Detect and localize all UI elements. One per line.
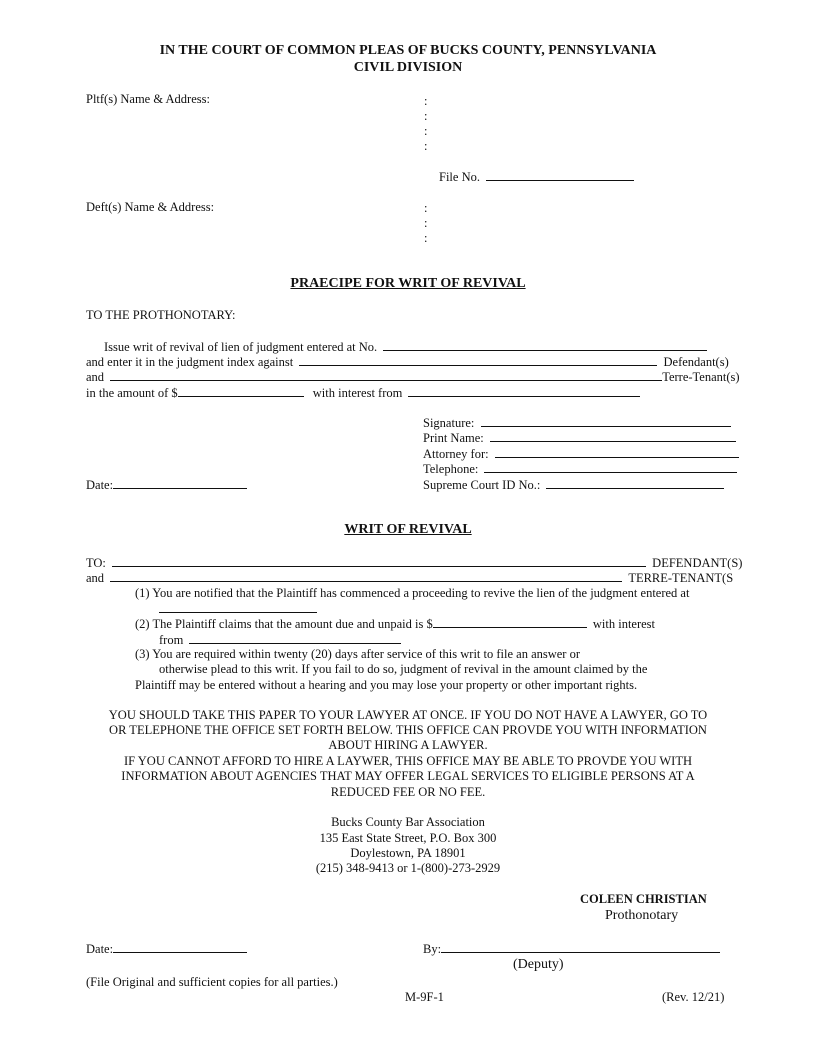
defendant-label: Deft(s) Name & Address: [86,200,215,214]
print-name-label: Print Name: [423,431,484,445]
plaintiff-label: Pltf(s) Name & Address: [86,92,210,106]
amount-field[interactable] [178,385,304,397]
and-label: and [86,571,105,585]
judgment-no-field[interactable] [383,339,707,351]
writ-item-1-line [159,601,317,617]
by-field[interactable] [441,941,720,953]
writ-to-row [86,555,742,571]
prothonotary-name: COLEEN CHRISTIAN [580,892,707,906]
attorney-field[interactable] [495,446,739,458]
notice-line: INFORMATION ABOUT AGENCIES THAT MAY OFFER LEGAL SERVICES TO ELIGIBLE PERSONS AT A [121,769,695,783]
interest-from-field[interactable] [408,385,640,397]
caption-colon: : [424,94,428,108]
terre-tenants-field[interactable] [110,369,662,381]
praecipe-line-4 [86,385,640,401]
revision: (Rev. 12/21) [662,990,725,1004]
prothonotary-title: Prothonotary [605,908,679,923]
terre-tenants-caption: TERRE-TENANT(S [628,571,734,585]
writ-and-row [86,570,733,586]
print-name-row [423,430,736,446]
signature-field[interactable] [481,415,731,427]
caption-colon: : [424,124,428,138]
telephone-label: Telephone: [423,462,479,476]
notice-line: OR TELEPHONE THE OFFICE SET FORTH BELOW. THIS OFFICE CAN PROVDE YOU WITH INFORMATION [109,723,707,737]
judgment-index-text: and enter it in the judgment index against [86,355,294,369]
writ-interest-from-field[interactable] [189,632,401,644]
writ-item-3c: Plaintiff may be entered without a hearing and you may lose your property or other important rights. [135,678,638,692]
judgment-entered-field[interactable] [159,601,317,613]
writ-title: WRIT OF REVIVAL [344,522,472,537]
division-heading: CIVIL DIVISION [353,60,463,75]
file-no-field[interactable] [486,169,634,181]
attorney-label: Attorney for: [423,447,489,461]
praecipe-line-3 [86,369,740,385]
by-label: By: [423,942,442,956]
file-no-row [439,169,634,185]
notice-line: ABOUT HIRING A LAWYER. [328,738,488,752]
praecipe-line-1 [104,339,707,355]
signature-label: Signature: [423,416,475,430]
deputy-label: (Deputy) [513,957,564,972]
and-text: and [86,370,105,384]
bar-address: 135 East State Street, P.O. Box 300 [319,831,497,845]
signature-row [423,415,731,431]
supreme-court-label: Supreme Court ID No.: [423,478,541,492]
to-label: TO: [86,556,106,570]
supreme-court-field[interactable] [546,477,724,489]
bar-city: Doylestown, PA 18901 [350,846,466,860]
caption-colon: : [424,216,428,230]
writ-item-3b: otherwise plead to this writ. If you fail to do so, judgment of revival in the amount claimed by the [159,662,648,676]
copies-note: (File Original and sufficient copies for all parties.) [86,975,338,989]
interest-from-text: with interest from [312,386,403,400]
praecipe-title: PRAECIPE FOR WRIT OF REVIVAL [290,276,526,291]
print-name-field[interactable] [490,430,736,442]
defendants-field[interactable] [299,354,657,366]
praecipe-line-2 [86,354,729,370]
defendants-caption: DEFENDANT(S) [652,556,743,570]
praecipe-date-field[interactable] [113,477,247,489]
notice-line: IF YOU CANNOT AFFORD TO HIRE A LAYWER, THIS OFFICE MAY BE ABLE TO PROVDE YOU WITH [123,754,692,768]
bar-name: Bucks County Bar Association [331,815,485,829]
notice-line: REDUCED FEE OR NO FEE. [330,785,486,799]
telephone-row [423,461,737,477]
praecipe-date-row [86,477,247,493]
terre-tenants-text: Terre-Tenant(s) [662,370,740,384]
from-text: from [159,633,184,647]
file-no-label: File No. [439,170,480,184]
amount-due-field[interactable] [433,616,587,628]
bar-phone: (215) 348-9413 or 1-(800)-273-2929 [315,861,501,875]
amount-text: in the amount of $ [86,386,178,400]
attorney-row [423,446,739,462]
writ-item-3a: (3) You are required within twenty (20) days after service of this writ to file an answer or [135,647,581,661]
supreme-court-row [423,477,724,493]
writ-item-2-from [159,632,401,648]
caption-colon: : [424,139,428,153]
caption-colon: : [424,231,428,245]
footer-date-label: Date: [86,942,114,956]
court-heading: IN THE COURT OF COMMON PLEAS OF BUCKS COUNTY, PENNSYLVANIA [159,43,657,58]
writ-item-2 [135,616,655,632]
writ-item-1: (1) You are notified that the Plaintiff has commenced a proceeding to revive the lien of the judgment entered at [135,586,690,600]
caption-colon: : [424,109,428,123]
defendants-text: Defendant(s) [663,355,729,369]
to-prothonotary: TO THE PROTHONOTARY: [86,308,236,322]
notice-line: YOU SHOULD TAKE THIS PAPER TO YOUR LAWYER AT ONCE. IF YOU DO NOT HAVE A LAWYER, GO TO [108,708,708,722]
date-label: Date: [86,478,114,492]
telephone-field[interactable] [484,461,737,473]
issue-writ-text: Issue writ of revival of lien of judgment entered at No. [104,340,378,354]
writ-defendants-field[interactable] [112,555,646,567]
caption-colon: : [424,201,428,215]
form-id: M-9F-1 [405,990,444,1004]
amount-due-text: (2) The Plaintiff claims that the amount due and unpaid is $ [135,617,433,631]
by-row [423,941,720,957]
footer-date-field[interactable] [113,941,247,953]
with-interest-text: with interest [592,617,656,631]
writ-terre-tenants-field[interactable] [110,570,622,582]
footer-date-row [86,941,247,957]
